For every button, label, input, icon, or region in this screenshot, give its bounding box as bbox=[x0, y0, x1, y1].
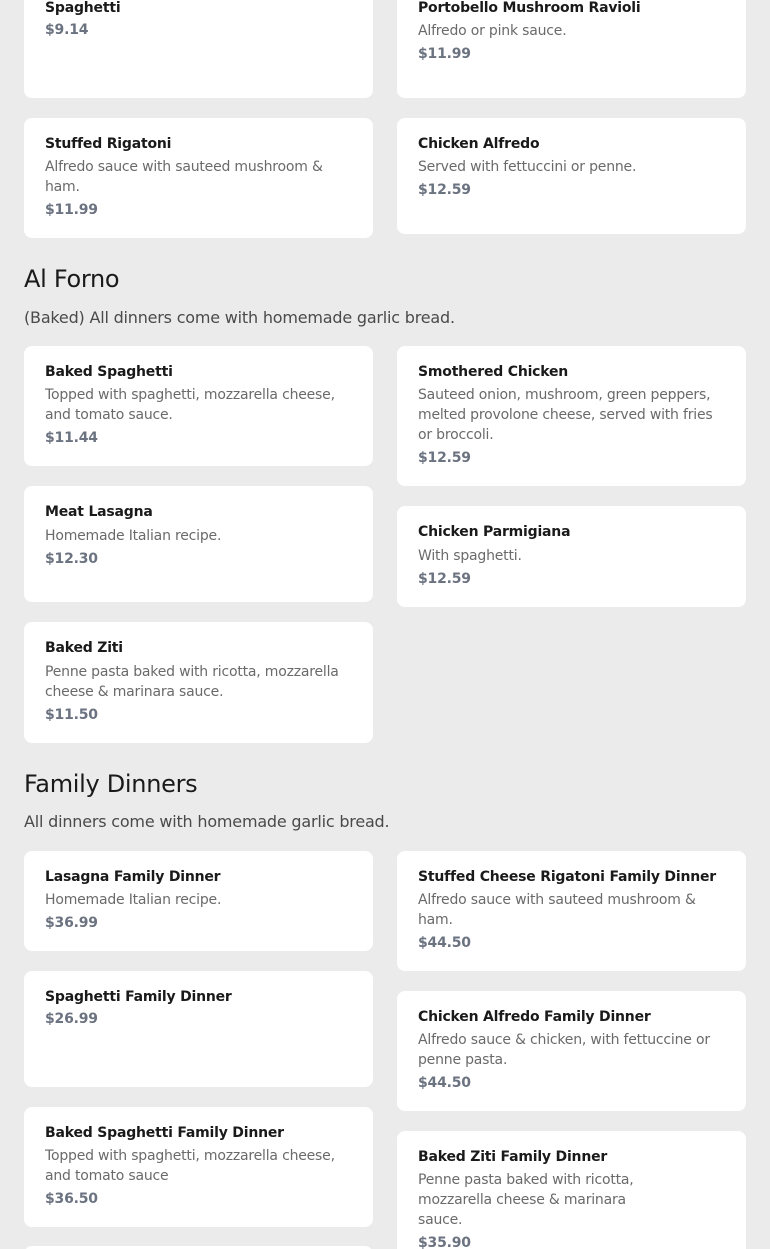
menu-item-card[interactable] bbox=[397, 346, 746, 486]
item-price: $12.59 bbox=[418, 182, 471, 198]
item-description: Alfredo sauce & chicken, with fettuccine or penne pasta. bbox=[418, 1032, 710, 1068]
item-price: $36.50 bbox=[45, 1191, 98, 1207]
menu-item-card[interactable] bbox=[24, 851, 373, 951]
menu-item-card[interactable] bbox=[397, 0, 746, 98]
menu-item-card[interactable] bbox=[24, 622, 373, 743]
item-name: Stuffed Cheese Rigatoni Family Dinner bbox=[418, 869, 716, 885]
item-price: $11.99 bbox=[418, 46, 471, 62]
item-name: Chicken Parmigiana bbox=[418, 524, 571, 540]
item-price: $26.99 bbox=[45, 1011, 98, 1027]
menu-item-card[interactable] bbox=[24, 971, 373, 1087]
item-description: Homemade Italian recipe. bbox=[45, 528, 222, 544]
item-price: $44.50 bbox=[418, 935, 471, 951]
item-price: $11.99 bbox=[45, 202, 98, 218]
item-name: Baked Ziti bbox=[45, 640, 123, 656]
menu-item-card[interactable] bbox=[24, 0, 373, 98]
item-price: $44.50 bbox=[418, 1075, 471, 1091]
item-description: Topped with spaghetti, mozzarella cheese, and tomato sauce. bbox=[45, 387, 335, 423]
item-name: Spaghetti Family Dinner bbox=[45, 989, 232, 1005]
item-description: Alfredo or pink sauce. bbox=[418, 23, 567, 39]
menu-item-card[interactable] bbox=[397, 851, 746, 971]
item-description: Alfredo sauce with sauteed mushroom & ham. bbox=[45, 159, 323, 195]
section-subtitle: (Baked) All dinners come with homemade garlic bread. bbox=[24, 308, 455, 327]
item-name: Chicken Alfredo Family Dinner bbox=[418, 1009, 651, 1025]
item-name: Meat Lasagna bbox=[45, 504, 153, 520]
item-price: $12.59 bbox=[418, 450, 471, 466]
item-name: Lasagna Family Dinner bbox=[45, 869, 221, 885]
section-subtitle: All dinners come with homemade garlic bread. bbox=[24, 812, 390, 831]
section-title-al-forno: Al Forno bbox=[24, 265, 120, 293]
item-price: $12.59 bbox=[418, 571, 471, 587]
item-price: $12.30 bbox=[45, 551, 98, 567]
item-name: Smothered Chicken bbox=[418, 364, 569, 380]
item-description: Served with fettuccini or penne. bbox=[418, 159, 637, 175]
item-description: Alfredo sauce with sauteed mushroom & ham. bbox=[418, 892, 696, 928]
item-name: Chicken Alfredo bbox=[418, 136, 540, 152]
item-price: $11.44 bbox=[45, 430, 98, 446]
menu-item-card[interactable] bbox=[397, 1131, 746, 1249]
item-name: Baked Spaghetti bbox=[45, 364, 173, 380]
item-price: $36.99 bbox=[45, 915, 98, 931]
item-description: Topped with spaghetti, mozzarella cheese, and tomato sauce bbox=[45, 1148, 335, 1184]
menu-item-card[interactable] bbox=[24, 346, 373, 466]
item-price: $9.14 bbox=[45, 22, 89, 38]
item-description: Homemade Italian recipe. bbox=[45, 892, 222, 908]
item-description: With spaghetti. bbox=[418, 548, 522, 564]
menu-item-card[interactable] bbox=[397, 118, 746, 234]
menu-item-card[interactable] bbox=[397, 991, 746, 1111]
item-name: Baked Ziti Family Dinner bbox=[418, 1149, 608, 1165]
item-name: Baked Spaghetti Family Dinner bbox=[45, 1125, 284, 1141]
item-name: Stuffed Rigatoni bbox=[45, 136, 172, 152]
item-name: Portobello Mushroom Ravioli bbox=[418, 0, 641, 16]
menu-item-card[interactable] bbox=[24, 486, 373, 602]
item-price: $35.90 bbox=[418, 1235, 471, 1249]
item-description: Penne pasta baked with ricotta, mozzarella cheese & marinara sauce. bbox=[418, 1172, 634, 1228]
section-title-family-dinners: Family Dinners bbox=[24, 770, 198, 798]
menu-item-card[interactable] bbox=[24, 1107, 373, 1227]
item-description: Penne pasta baked with ricotta, mozzarella cheese & marinara sauce. bbox=[45, 664, 339, 700]
menu-item-card[interactable] bbox=[397, 506, 746, 607]
item-name: Spaghetti bbox=[45, 0, 121, 16]
item-price: $11.50 bbox=[45, 707, 98, 723]
menu-item-card[interactable] bbox=[24, 118, 373, 238]
item-description: Sauteed onion, mushroom, green peppers, melted provolone cheese, served with fries or broccoli. bbox=[418, 387, 713, 443]
